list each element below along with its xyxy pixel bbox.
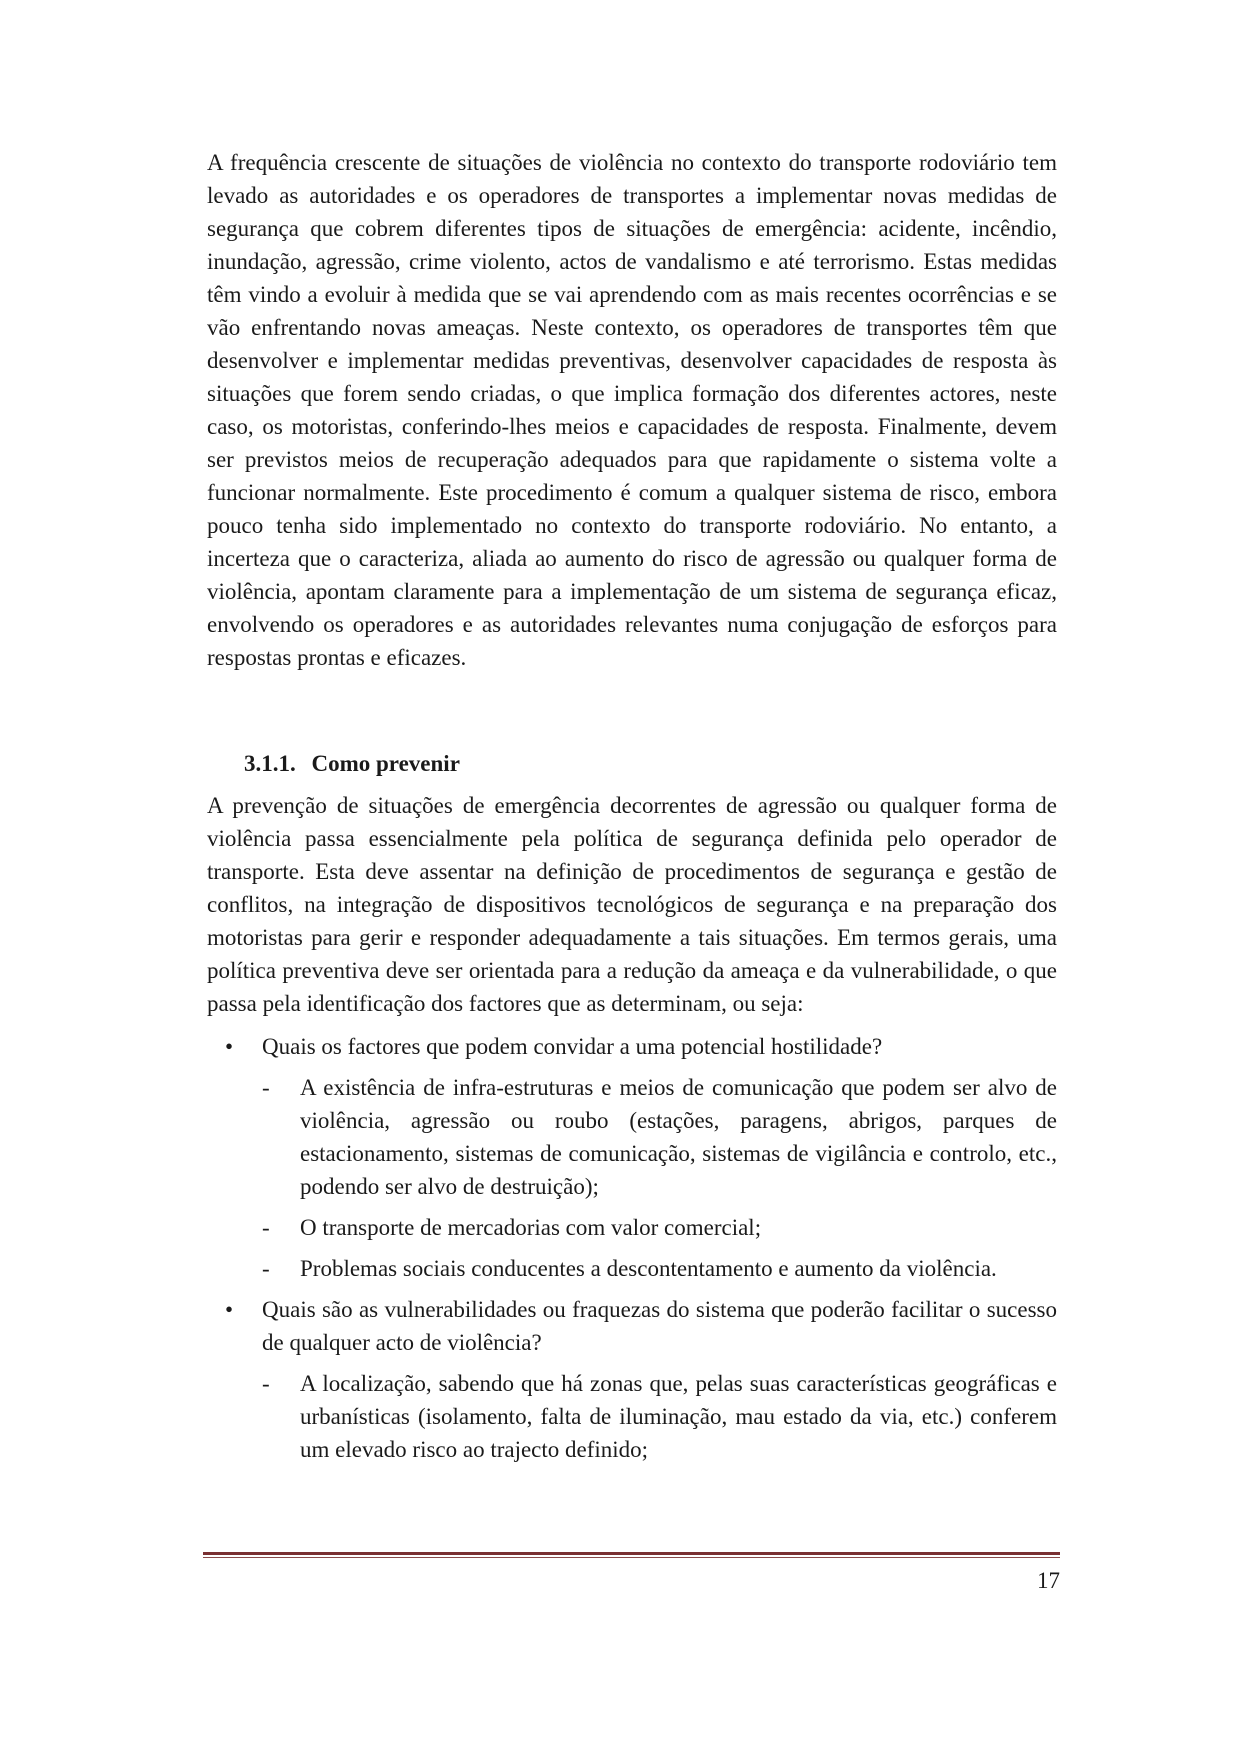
dash-icon: - — [262, 1075, 270, 1100]
sub-item-text: Problemas sociais conducentes a descontentamento e aumento da violência. — [300, 1256, 997, 1281]
sub-item-text: O transporte de mercadorias com valor comercial; — [300, 1215, 762, 1240]
question-text: Quais os factores que podem convidar a uma potencial hostilidade? — [262, 1034, 883, 1059]
sub-item-text: A existência de infra-estruturas e meios de comunicação que podem ser alvo de violência, agressão ou roubo (estações, paragens, abrigos, parques de estacionamento, sistemas de comunicação, sistemas de vigilância e controlo, etc., podendo ser alvo de destruição); — [300, 1075, 1057, 1199]
sub-list — [262, 1071, 1057, 1285]
dash-icon: - — [262, 1256, 270, 1281]
list-item — [207, 1030, 1057, 1285]
sub-list-item — [262, 1211, 1057, 1244]
intro-paragraph: A frequência crescente de situações de violência no contexto do transporte rodoviário tem levado as autoridades e os operadores de transportes a implementar novas medidas de segurança que cobrem diferentes tipos de situações de emergência: acidente, incêndio, inundação, agressão, crime violento, actos de vandalismo e até terrorismo. Estas medidas têm vindo a evoluir à medida que se vai aprendendo com as mais recentes ocorrências e se vão enfrentando novas ameaças. Neste contexto, os operadores de transportes têm que desenvolver e implementar medidas preventivas, desenvolver capacidades de resposta às situações que forem sendo criadas, o que implica formação dos diferentes actores, neste caso, os motoristas, conferindo-lhes meios e capacidades de resposta. Finalmente, devem ser previstos meios de recuperação adequados para que rapidamente o sistema volte a funcionar normalmente. Este procedimento é comum a qualquer sistema de risco, embora pouco tenha sido implementado no contexto do transporte rodoviário. No entanto, a incerteza que o caracteriza, aliada ao aumento do risco de agressão ou qualquer forma de violência, apontam claramente para a implementação de um sistema de segurança eficaz, envolvendo os operadores e as autoridades relevantes numa conjugação de esforços para respostas prontas e eficazes. — [207, 150, 1057, 670]
dash-icon: - — [262, 1371, 270, 1396]
dash-icon: - — [262, 1215, 270, 1240]
sub-list-item — [262, 1071, 1057, 1203]
document-body — [207, 146, 1057, 1474]
sub-list — [262, 1367, 1057, 1466]
page-number: 17 — [1037, 1568, 1060, 1593]
section-number: 3.1.1. — [244, 751, 296, 776]
footer-divider — [203, 1552, 1060, 1558]
prevention-paragraph: A prevenção de situações de emergência decorrentes de agressão ou qualquer forma de violência passa essencialmente pela política de segurança definida pelo operador de transporte. Esta deve assentar na definição de procedimentos de segurança e gestão de conflitos, na integração de dispositivos tecnológicos de segurança e na preparação dos motoristas para gerir e responder adequadamente a tais situações. Em termos gerais, uma política preventiva deve ser orientada para a redução da ameaça e da vulnerabilidade, o que passa pela identificação dos factores que as determinam, ou seja: — [207, 793, 1057, 1016]
sub-item-text: A localização, sabendo que há zonas que, pelas suas características geográficas e urbanísticas (isolamento, falta de iluminação, mau estado da via, etc.) conferem um elevado risco ao trajecto definido; — [300, 1371, 1057, 1462]
sub-list-item — [262, 1367, 1057, 1466]
bullet-icon: • — [225, 1034, 234, 1059]
section-heading — [207, 747, 1057, 780]
list-item — [207, 1293, 1057, 1466]
question-list — [207, 1030, 1057, 1466]
question-text: Quais são as vulnerabilidades ou fraquezas do sistema que poderão facilitar o sucesso de qualquer acto de violência? — [262, 1297, 1057, 1355]
bullet-icon: • — [225, 1297, 234, 1322]
sub-list-item — [262, 1252, 1057, 1285]
section-title: Como prevenir — [311, 751, 460, 776]
